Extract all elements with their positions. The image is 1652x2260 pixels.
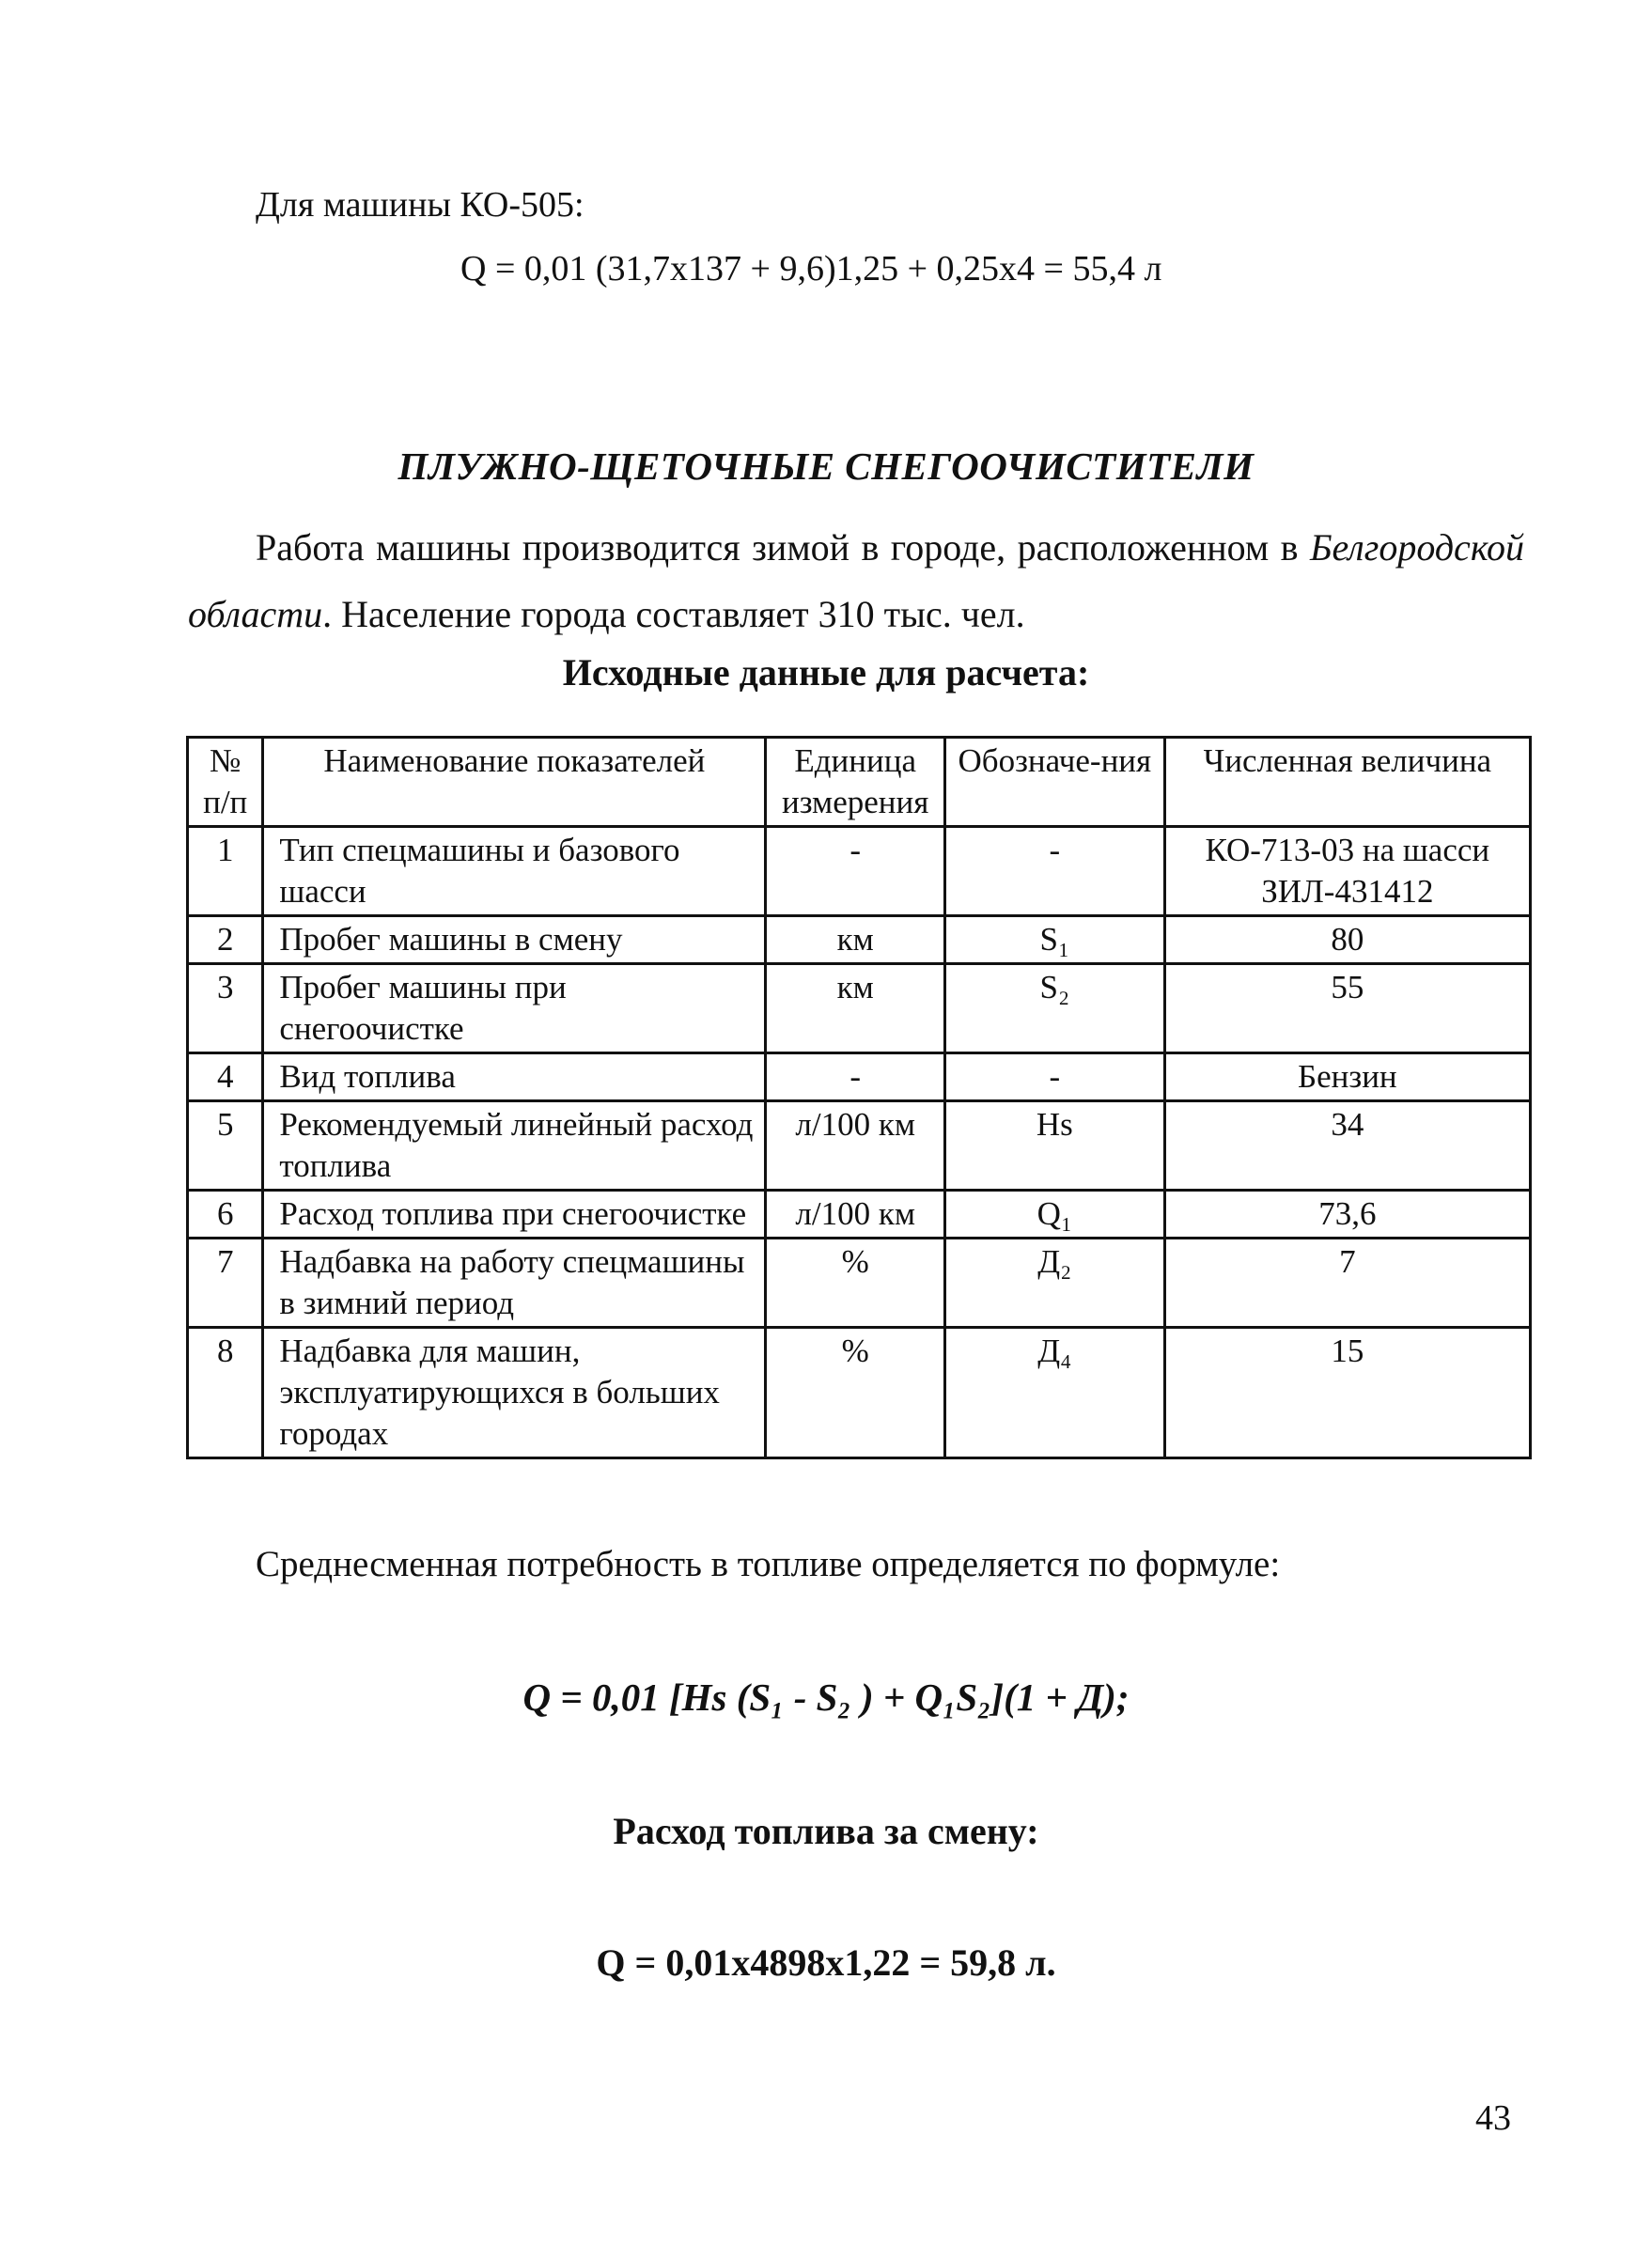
row-value: 80 [1164, 916, 1530, 964]
row-unit: - [766, 1053, 945, 1101]
row-unit: - [766, 827, 945, 916]
table-row [188, 964, 1531, 1053]
table-row [188, 1191, 1531, 1239]
row-symbol: Hs [944, 1101, 1164, 1191]
row-unit: км [766, 964, 945, 1053]
row-value: 55 [1164, 964, 1530, 1053]
row-number: 5 [188, 1101, 263, 1191]
paragraph-region: Белгородской области [188, 526, 1524, 635]
formula-intro: Среднесменная потребность в топливе определяется по формуле: [256, 1544, 1281, 1584]
header-number: № п/п [188, 738, 263, 827]
paragraph-part1: Работа машины производится зимой в городе, расположенном в [256, 526, 1310, 569]
row-name: Рекомендуемый линейный расход топлива [263, 1101, 766, 1191]
row-value: КО-713-03 на шасси ЗИЛ-431412 [1164, 827, 1530, 916]
row-symbol: Д₄ [944, 1328, 1164, 1458]
header-unit: Единица измерения [766, 738, 945, 827]
row-symbol: - [944, 1053, 1164, 1101]
table-header-row [188, 738, 1531, 827]
formula-general: Q = 0,01 [Hs (S₁ - S₂ ) + Q₁S₂](1 + Д); [522, 1676, 1130, 1719]
row-number: 2 [188, 916, 263, 964]
data-table [186, 736, 1532, 1459]
table-row [188, 1101, 1531, 1191]
row-value: 7 [1164, 1239, 1530, 1328]
row-value: 73,6 [1164, 1191, 1530, 1239]
table-row [188, 1239, 1531, 1328]
row-value: 15 [1164, 1328, 1530, 1458]
header-symbol: Обозначе-ния [944, 738, 1164, 827]
row-symbol: Д₂ [944, 1239, 1164, 1328]
row-unit: л/100 км [766, 1101, 945, 1191]
row-unit: % [766, 1328, 945, 1458]
row-name: Пробег машины при снегоочистке [263, 964, 766, 1053]
row-unit: км [766, 916, 945, 964]
shift-heading: Расход топлива за смену: [613, 1810, 1039, 1852]
page-number: 43 [1475, 2098, 1511, 2138]
row-name: Надбавка для машин, эксплуатирующихся в больших городах [263, 1328, 766, 1458]
table-row [188, 916, 1531, 964]
formula-result: Q = 0,01x4898x1,22 = 59,8 л. [596, 1941, 1056, 1984]
row-symbol: S₂ [944, 964, 1164, 1053]
row-number: 7 [188, 1239, 263, 1328]
row-name: Пробег машины в смену [263, 916, 766, 964]
row-symbol: Q₁ [944, 1191, 1164, 1239]
paragraph [188, 514, 1524, 647]
section-heading: ПЛУЖНО-ЩЕТОЧНЫЕ СНЕГООЧИСТИТЕЛИ [397, 444, 1255, 488]
table-row [188, 827, 1531, 916]
row-unit: % [766, 1239, 945, 1328]
header-value: Численная величина [1164, 738, 1530, 827]
row-name: Тип спецмашины и базового шасси [263, 827, 766, 916]
row-symbol: S₁ [944, 916, 1164, 964]
header-name: Наименование показателей [263, 738, 766, 827]
formula-ko505: Q = 0,01 (31,7x137 + 9,6)1,25 + 0,25x4 = 55,4 л [460, 249, 1162, 288]
row-name: Расход топлива при снегоочистке [263, 1191, 766, 1239]
table-heading: Исходные данные для расчета: [562, 651, 1090, 694]
table-row [188, 1328, 1531, 1458]
row-name: Надбавка на работу спецмашины в зимний период [263, 1239, 766, 1328]
row-unit: л/100 км [766, 1191, 945, 1239]
row-number: 1 [188, 827, 263, 916]
row-symbol: - [944, 827, 1164, 916]
paragraph-part2: . Население города составляет 310 тыс. чел. [322, 593, 1025, 635]
row-number: 8 [188, 1328, 263, 1458]
row-value: 34 [1164, 1101, 1530, 1191]
row-number: 6 [188, 1191, 263, 1239]
table-row [188, 1053, 1531, 1101]
row-value: Бензин [1164, 1053, 1530, 1101]
row-name: Вид топлива [263, 1053, 766, 1101]
intro-line: Для машины КО-505: [256, 185, 584, 225]
row-number: 4 [188, 1053, 263, 1101]
row-number: 3 [188, 964, 263, 1053]
